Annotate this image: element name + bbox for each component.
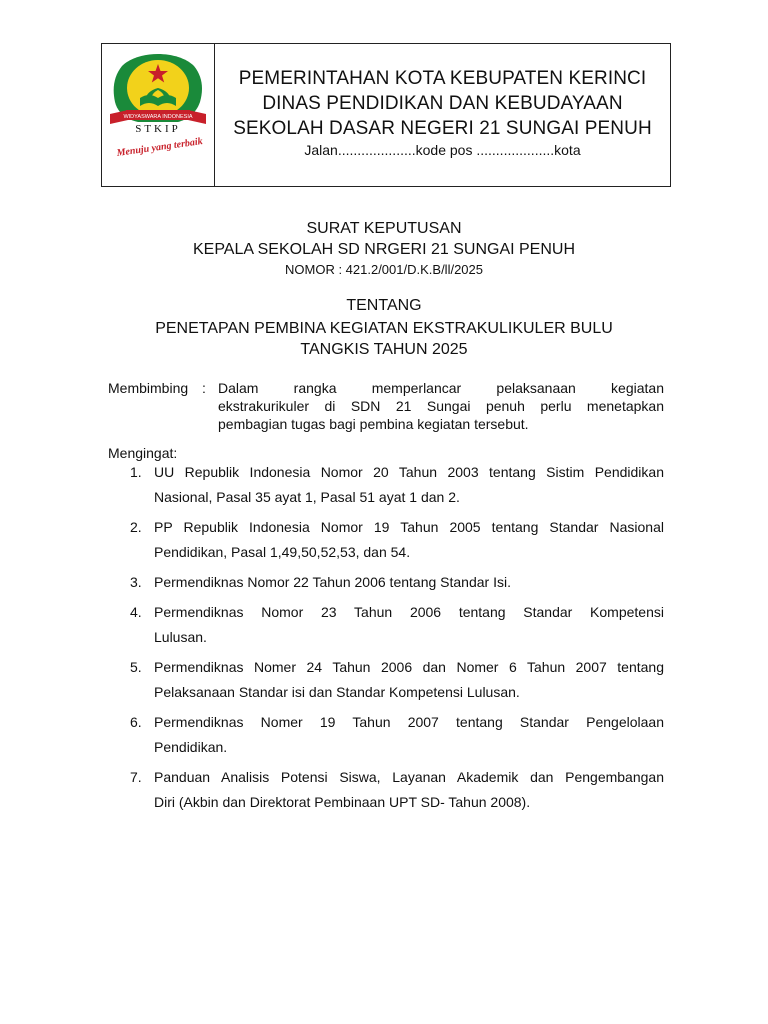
list-item-text — [154, 655, 664, 705]
list-item-number: 2. — [130, 519, 142, 535]
list-item-number: 3. — [130, 574, 142, 590]
list-item — [108, 570, 664, 595]
recalling-label: Mengingat: — [108, 445, 178, 461]
list-item — [108, 765, 664, 815]
letterhead-line-3: SEKOLAH DASAR NEGERI 21 SUNGAI PENUH — [233, 118, 652, 139]
recalling-list — [108, 460, 664, 820]
list-item-number: 1. — [130, 464, 142, 480]
list-item-text — [154, 600, 664, 650]
list-item-line: Pendidikan, Pasal 1,49,50,52,53, dan 54. — [154, 544, 411, 560]
list-item-line: Permendiknas Nomor 22 Tahun 2006 tentang Standar Isi. — [154, 574, 511, 590]
considering-colon: : — [202, 380, 206, 396]
list-item-text — [154, 515, 664, 565]
list-item-line: Pendidikan. — [154, 739, 228, 755]
list-item-text — [154, 460, 664, 510]
letterhead-line-2: DINAS PENDIDIKAN DAN KEBUDAYAAN — [262, 93, 623, 114]
decree-issuer: KEPALA SEKOLAH SD NRGERI 21 SUNGAI PENUH — [192, 241, 576, 258]
letterhead-line-1: PEMERINTAHAN KOTA KEBUPATEN KERINCI — [238, 68, 647, 89]
list-item-line: Diri (Akbin dan Direktorat Pembinaan UPT SD- Tahun 2008). — [154, 794, 531, 810]
decree-subject-line-1: PENETAPAN PEMBINA KEGIATAN EKSTRAKULIKULER BULU — [155, 320, 613, 337]
list-item-number: 7. — [130, 769, 142, 785]
considering-text — [218, 379, 664, 433]
list-item-line: Pelaksanaan Standar isi dan Standar Kompetensi Lulusan. — [154, 684, 520, 700]
considering-label: Membimbing — [108, 380, 189, 396]
decree-number: NOMOR : 421.2/001/D.K.B/ll/2025 — [285, 262, 483, 277]
list-item-text — [154, 710, 664, 760]
list-item — [108, 710, 664, 760]
list-item-line: PP Republik Indonesia Nomor 19 Tahun 2005 tentang Standar Nasional — [154, 519, 664, 535]
logo-ribbon-text: WIDYASWARA INDONESIA — [123, 114, 193, 120]
logo-cell — [102, 44, 214, 186]
list-item-line: Lulusan. — [154, 629, 207, 645]
considering-line: ekstrakurikuler di SDN 21 Sungai penuh perlu menetapkan — [218, 398, 664, 414]
logo-motto: Menuju yang terbaik — [115, 136, 204, 160]
decree-subject-line-2: TANGKIS TAHUN 2025 — [300, 341, 468, 358]
list-item-line: Permendiknas Nomer 24 Tahun 2006 dan Nomer 6 Tahun 2007 tentang — [154, 659, 664, 675]
list-item-line: Nasional, Pasal 35 ayat 1, Pasal 51 ayat 1 dan 2. — [154, 489, 460, 505]
letterhead — [101, 43, 671, 187]
considering-line: Dalam rangka memperlancar pelaksanaan kegiatan — [218, 380, 664, 396]
list-item-number: 4. — [130, 604, 142, 620]
letterhead-address: Jalan....................kode pos ....................kota — [304, 142, 581, 158]
list-item-line: Permendiknas Nomor 23 Tahun 2006 tentang Standar Kompetensi — [154, 604, 664, 620]
decree-subject — [0, 318, 768, 360]
list-item — [108, 655, 664, 705]
list-item-number: 5. — [130, 659, 142, 675]
decree-about-label: TENTANG — [346, 297, 422, 314]
considering-line: pembagian tugas bagi pembina kegiatan tersebut. — [218, 416, 529, 432]
list-item-text — [154, 765, 664, 815]
list-item-line: UU Republik Indonesia Nomor 20 Tahun 2003 tentang Sistim Pendidikan — [154, 464, 664, 480]
list-item-line: Permendiknas Nomer 19 Tahun 2007 tentang Standar Pengelolaan — [154, 714, 664, 730]
list-item — [108, 515, 664, 565]
list-item — [108, 600, 664, 650]
logo-initials: STKIP — [135, 123, 181, 135]
list-item-number: 6. — [130, 714, 142, 730]
list-item-line: Panduan Analisis Potensi Siswa, Layanan Akademik dan Pengembangan — [154, 769, 664, 785]
letterhead-text — [215, 44, 670, 186]
decree-title: SURAT KEPUTUSAN — [306, 220, 462, 237]
list-item — [108, 460, 664, 510]
stkip-logo-icon — [106, 48, 210, 168]
list-item-text — [154, 570, 664, 595]
